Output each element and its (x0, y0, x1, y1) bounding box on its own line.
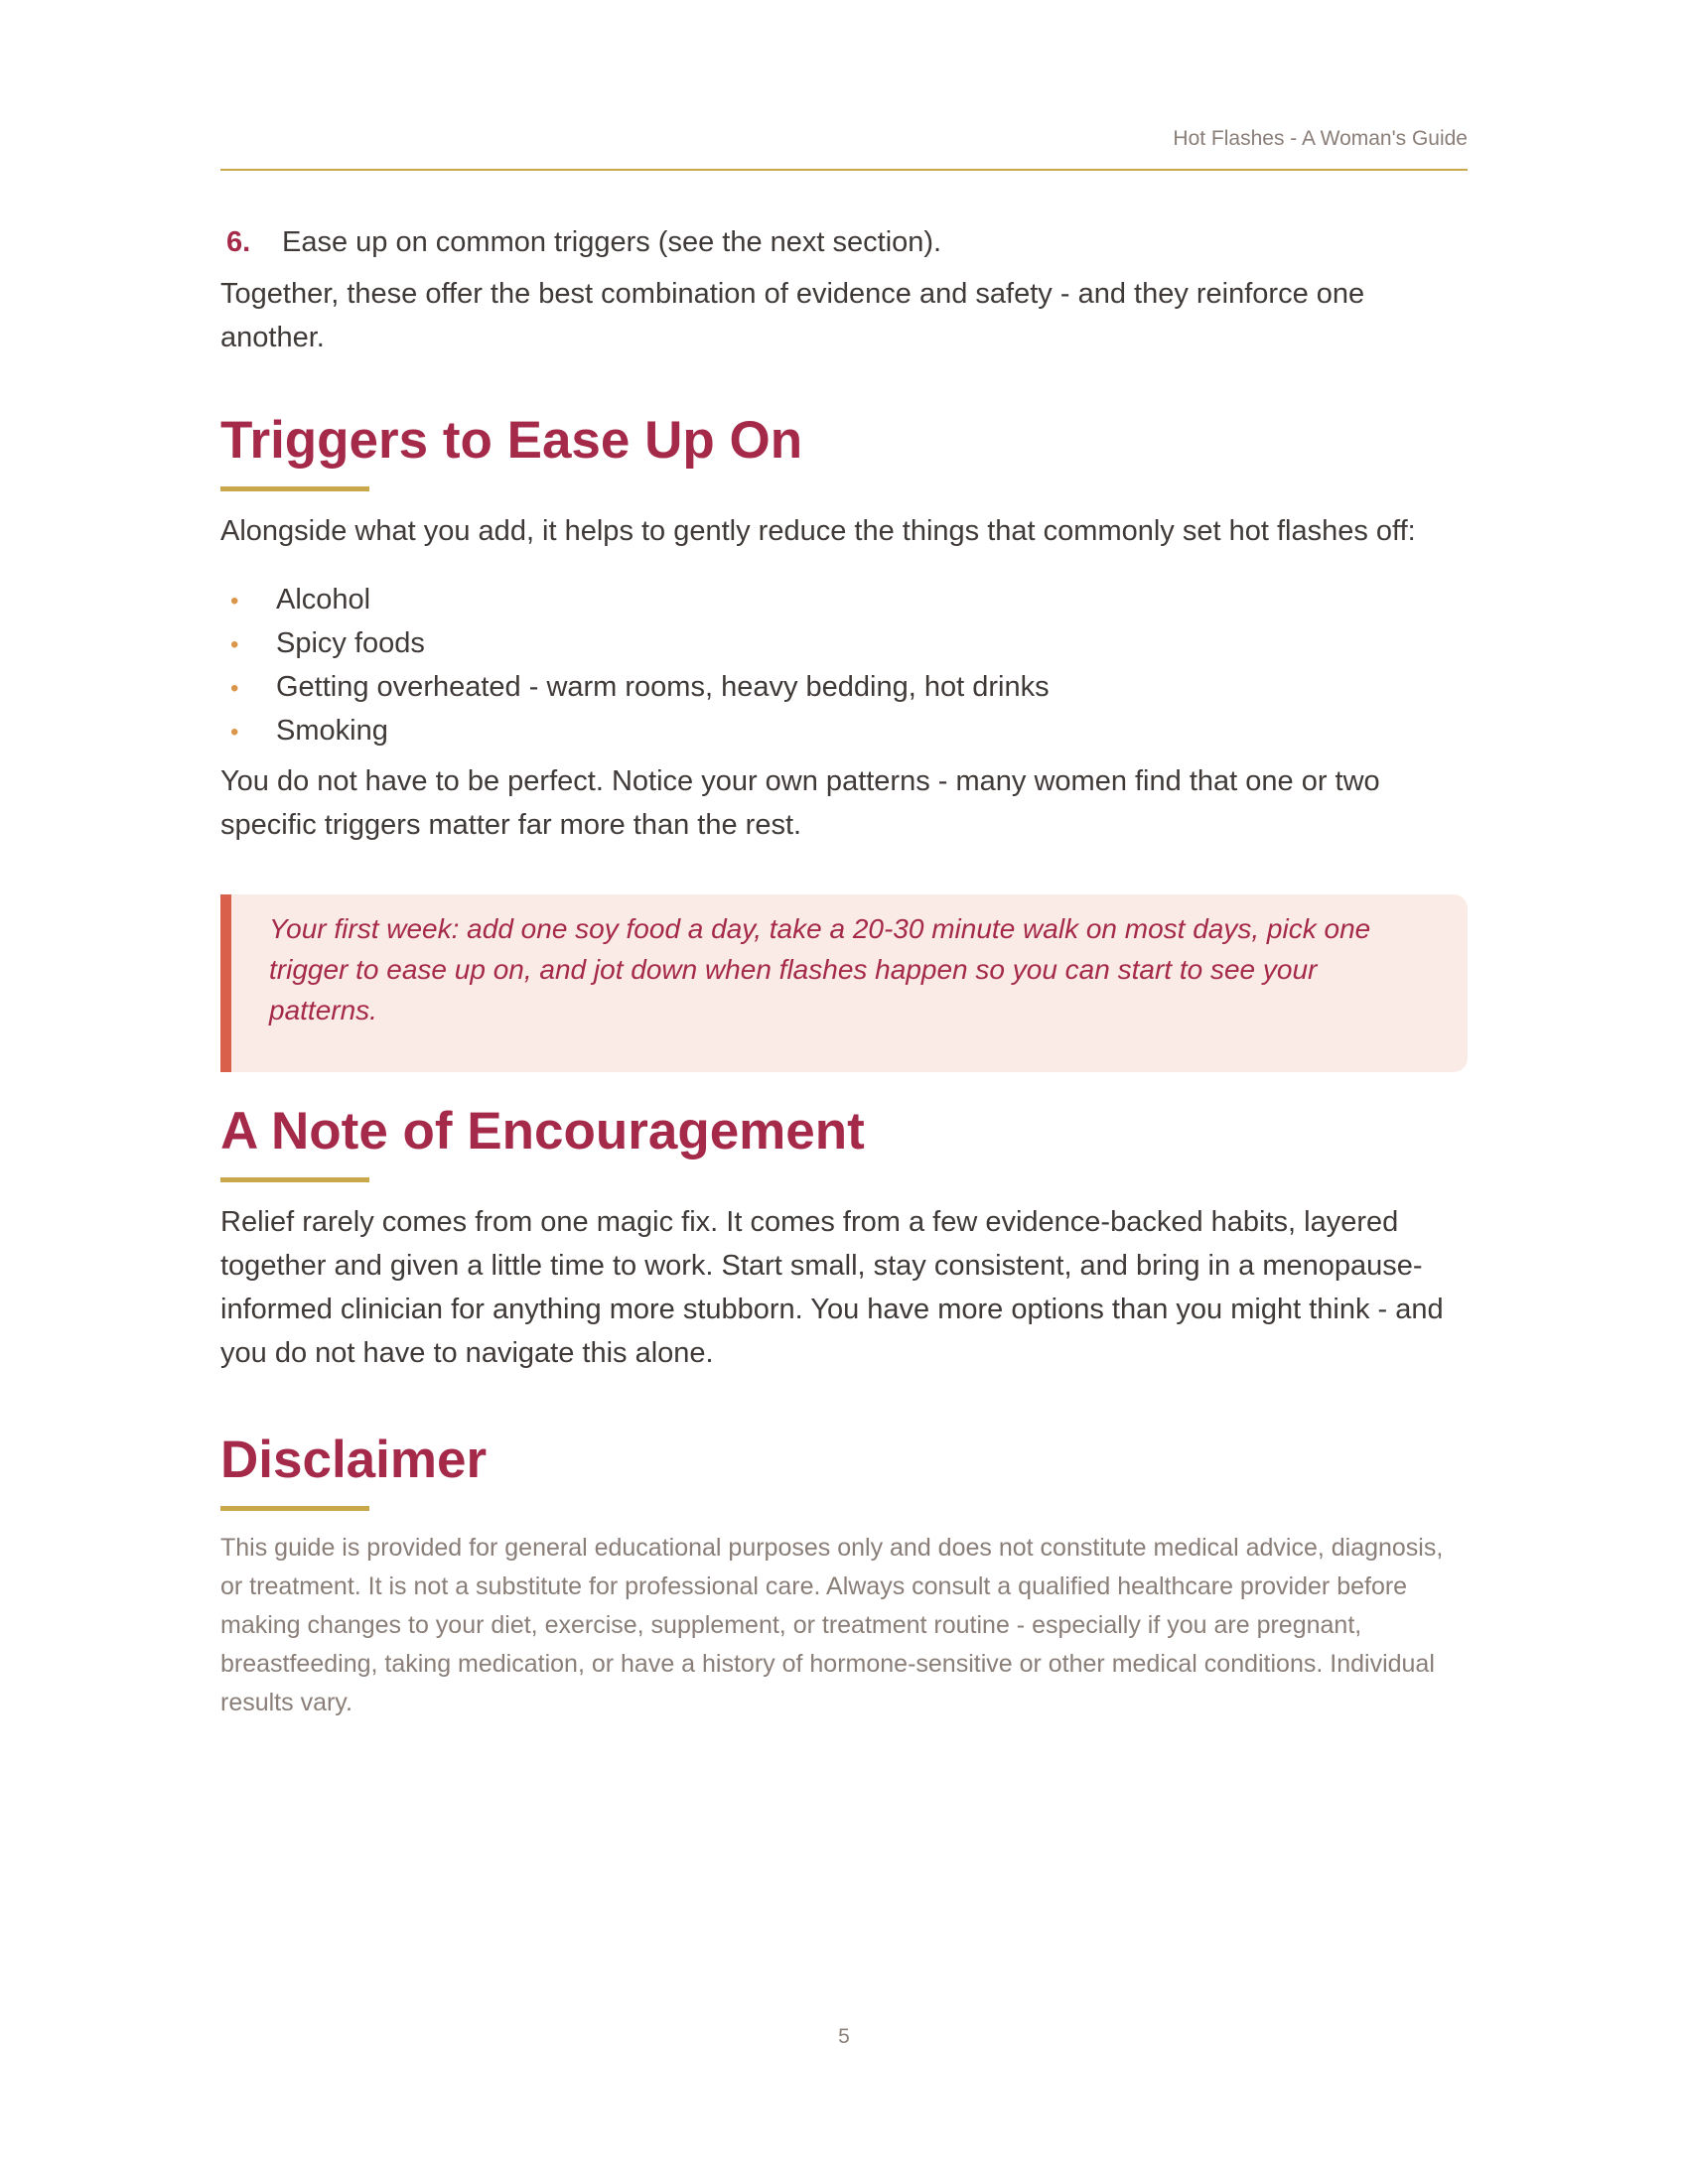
list-item (220, 579, 1468, 622)
list-item-text: Ease up on common triggers (see the next section). (282, 226, 942, 258)
triggers-list (220, 579, 1468, 753)
title-underline (220, 486, 369, 491)
document-page (220, 0, 1468, 2184)
list-item-number: 6. (226, 226, 251, 258)
list-item-text: Getting overheated - warm rooms, heavy bedding, hot drinks (276, 671, 1050, 703)
title-underline (220, 1506, 369, 1511)
bullet-icon: • (230, 719, 239, 746)
triggers-section (220, 409, 1468, 1072)
page-content (220, 220, 1468, 1722)
section-title-encouragement: A Note of Encouragement (220, 1102, 865, 1160)
disclaimer-section (220, 1429, 1468, 1722)
list-item-text: Spicy foods (276, 627, 425, 659)
list-item-text: Smoking (276, 715, 388, 747)
section-title-disclaimer: Disclaimer (220, 1431, 488, 1489)
encouragement-section (220, 1100, 1468, 1375)
callout-text: Your first week: add one soy food a day, take a 20-30 minute walk on most days, pick one trigger to ease up on, and jot down when flashes happen so you can start to see your patterns. (269, 913, 1371, 1025)
header-rule (220, 169, 1468, 171)
page-number: 5 (838, 2025, 850, 2048)
tip-callout (220, 894, 1468, 1072)
bullet-icon: • (230, 631, 239, 658)
section-title-triggers: Triggers to Ease Up On (220, 411, 803, 470)
bullet-icon: • (230, 588, 239, 614)
list-item-text: Alcohol (276, 584, 371, 615)
bullet-icon: • (230, 675, 239, 702)
disclaimer-text: This guide is provided for general educational purposes only and does not constitute medical advice, diagnosis, or treatment. It is not a substitute for professional care. Always consult a qualified healthcare provider before making changes to your diet, exercise, supplement, or treatment routine - especially if you are pregnant, breastfeeding, taking medication, or have a history of hormone-sensitive or other medical conditions. Individual results vary. (220, 1534, 1444, 1716)
running-header: Hot Flashes - A Woman's Guide (1173, 127, 1468, 150)
list-item (220, 710, 1468, 753)
encouragement-text: Relief rarely comes from one magic fix. It comes from a few evidence-backed habits, layered together and given a little time to work. Start small, stay consistent, and bring in a menopause-informed clinician for anything more stubborn. You have more options than you might think - and you do not have to navigate this alone. (220, 1206, 1444, 1369)
numbered-list-item (220, 220, 1468, 264)
intro-paragraph: Together, these offer the best combination of evidence and safety - and they reinforce one another. (220, 278, 1365, 353)
list-item (220, 666, 1468, 710)
triggers-followup: You do not have to be perfect. Notice your own patterns - many women find that one or two specific triggers matter far more than the rest. (220, 765, 1380, 841)
list-item (220, 622, 1468, 666)
title-underline (220, 1177, 369, 1182)
triggers-intro: Alongside what you add, it helps to gently reduce the things that commonly set hot flashes off: (220, 515, 1416, 547)
